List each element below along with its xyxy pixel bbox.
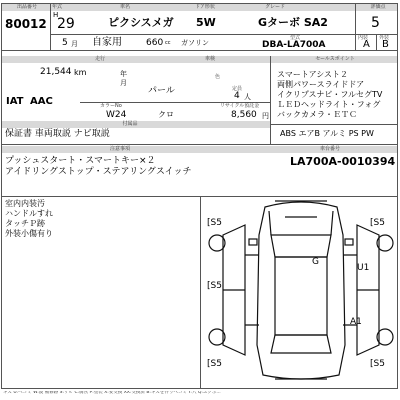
divider <box>50 34 397 35</box>
era: H <box>53 11 59 19</box>
color-value: パール <box>148 86 175 96</box>
month-unit: 月 <box>71 40 78 48</box>
air-conditioning: AAC <box>30 96 53 107</box>
frame-bottom <box>1 388 398 389</box>
docs-label: 付属品 <box>122 121 138 127</box>
damage-mark-rear-right-bottom: [S5 <box>370 359 385 369</box>
divider <box>200 196 201 388</box>
mileage-value: 21,544 <box>40 67 72 77</box>
footer-legend: キズ U:ヘコミ W:波 補修跡 S:サビ C:腐食 P:塗装 X:要交換 XX:交換済 B:キズを伴うヘコミ Y:穴 Q:エクボ... <box>3 391 221 395</box>
divider <box>50 4 51 50</box>
usage: 自家用 <box>92 37 122 48</box>
inspector-line: 外装小傷有り <box>5 229 53 238</box>
cc-unit: cc <box>165 40 171 46</box>
model-year: 29 <box>57 16 75 32</box>
doors-label: ドア形状 <box>195 4 215 10</box>
recycle-fee: 8,560 <box>231 110 257 120</box>
inspection-label: 車検 <box>204 56 215 62</box>
model-label: 型式 <box>290 35 301 41</box>
name-label: 車名 <box>119 4 130 10</box>
divider <box>2 50 397 51</box>
exterior-label: 外装 <box>379 35 390 41</box>
damage-mark-rear-right: A1 <box>350 317 362 327</box>
selling-point: イクリプスナビ・フルセグTV <box>277 90 383 99</box>
inspector-line: タッチＰ跡 <box>5 219 45 228</box>
transmission: IAT <box>6 96 24 107</box>
frame-right <box>397 3 398 389</box>
interior-grade: A <box>363 39 370 50</box>
chassis-number: LA700A-0010394 <box>290 155 396 168</box>
overall-score: 5 <box>371 15 380 31</box>
displacement: 660 <box>146 38 164 48</box>
note-line: アイドリングストップ・ステアリングスイッチ <box>5 167 192 177</box>
divider <box>376 34 377 50</box>
car-damage-diagram <box>205 195 397 385</box>
capacity-label: 定員 <box>232 86 243 92</box>
divider <box>2 144 397 145</box>
damage-mark-left-side: [S5 <box>207 281 222 291</box>
selling-point: バックカメラ・ＥＴＣ <box>277 110 357 119</box>
note-line: プッシュスタート・スマートキー×２ <box>5 156 156 166</box>
recycle-label: リサイクル預託金 <box>220 103 260 109</box>
inspection-year-unit: 年 <box>120 70 127 78</box>
damage-mark-rear-left: [S5 <box>207 359 222 369</box>
damage-mark-front-left: [S5 <box>207 218 222 228</box>
notes-label: 注意事項 <box>109 146 130 152</box>
selling-points-label: セールスポイント <box>315 56 355 62</box>
inspection-month-unit: 月 <box>120 79 127 87</box>
door-type: 5W <box>196 16 216 29</box>
damage-mark-front-right: [S5 <box>370 218 385 228</box>
lot-number: 80012 <box>5 17 47 31</box>
color-label: 色 <box>215 74 221 80</box>
capacity-value: 4 <box>234 91 240 101</box>
divider <box>271 124 397 125</box>
capacity-unit: 人 <box>244 93 251 101</box>
chassis-label: 車台番号 <box>319 146 340 152</box>
equipment: ABS エアB アルミ PS PW <box>280 129 374 138</box>
mileage-label: 走行 <box>94 56 105 62</box>
recycle-unit: 円 <box>262 112 269 120</box>
damage-mark-glass: G <box>312 257 319 267</box>
month: 5 <box>62 38 68 48</box>
divider <box>355 4 356 50</box>
grade: Gターボ SA2 <box>258 16 328 29</box>
inspector-line: ハンドルすれ <box>5 209 53 218</box>
selling-point: 両側パワースライドドア <box>277 80 365 89</box>
exterior-grade: B <box>382 39 389 50</box>
mileage-unit: km <box>74 68 87 77</box>
divider <box>270 56 271 144</box>
inspector-line: 室内内装汚 <box>5 199 45 208</box>
year-label: 年式 <box>51 4 62 10</box>
trim-label: カラーNo <box>100 103 122 109</box>
selling-point: ＬＥＤヘッドライト・フォグ <box>277 100 381 109</box>
color-code: W24 <box>106 110 127 120</box>
lot-label: 出品番号 <box>16 4 37 10</box>
interior-color: クロ <box>158 110 174 119</box>
fuel: ガソリン <box>181 39 209 47</box>
model-code: DBA-LA700A <box>262 40 326 50</box>
interior-label: 内装 <box>358 35 369 41</box>
score-label: 評価点 <box>370 4 386 10</box>
documents: 保証書 車両取説 ナビ取説 <box>5 129 110 139</box>
damage-mark-right-door: U1 <box>357 263 370 273</box>
selling-point: スマートアシスト２ <box>277 70 349 79</box>
car-name: ピクシスメガ <box>108 16 174 29</box>
grade-label: グレード <box>264 4 285 10</box>
